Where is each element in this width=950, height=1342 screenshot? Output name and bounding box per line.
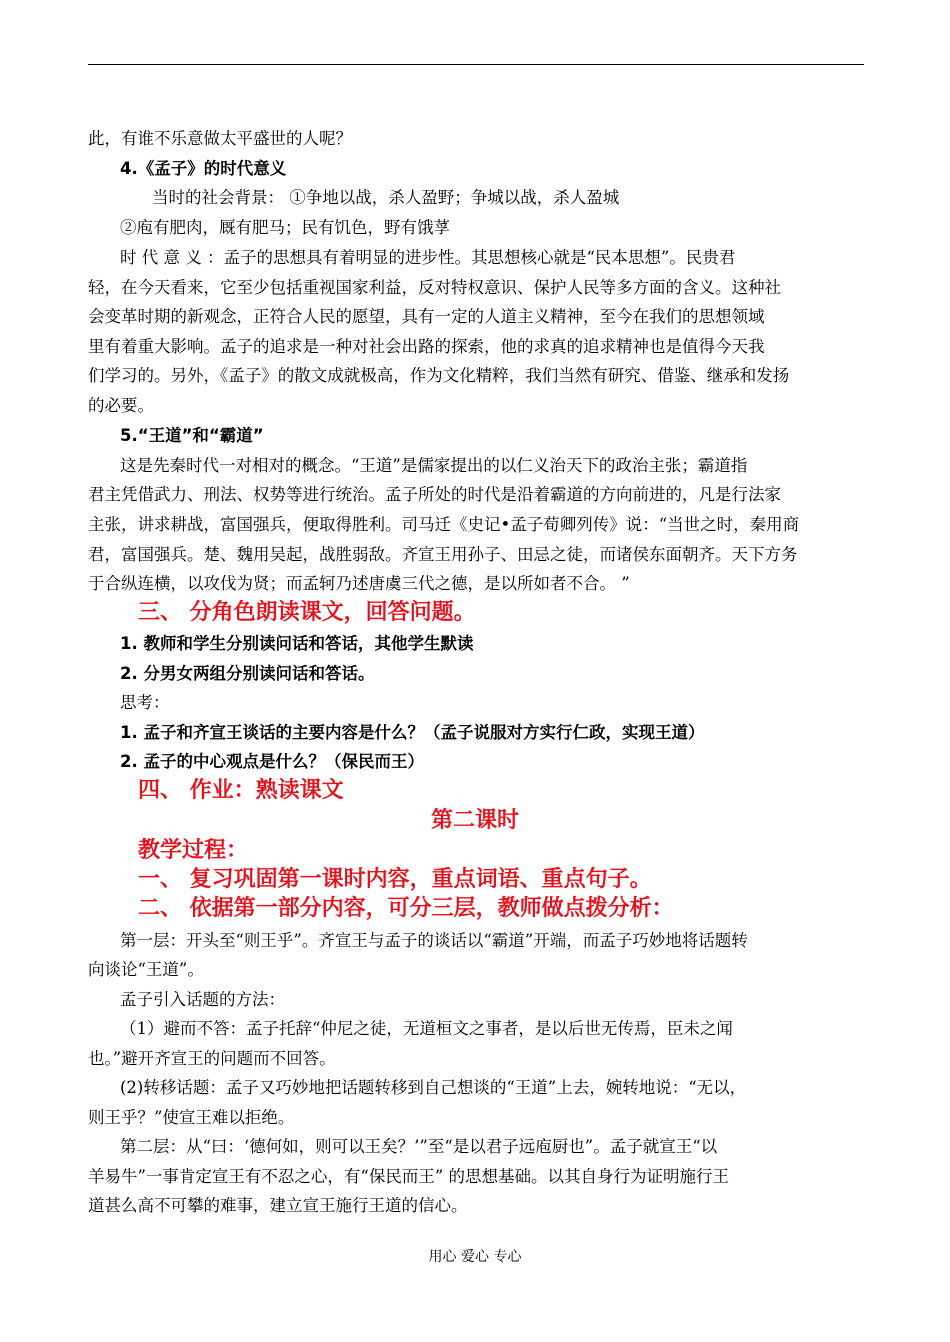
text-line: （1）避而不答：孟子托辞“仲尼之徒，无道桓文之事者，是以后世无传焉，臣未之闻 <box>120 1019 733 1038</box>
text-line: 里有着重大影响。孟子的追求是一种对社会出路的探索，他的求真的追求精神也是值得今天我 <box>88 337 765 356</box>
text-line: 思考： <box>120 693 170 712</box>
header-rule <box>88 64 864 65</box>
list-item: 1. 孟子和齐宣王谈话的主要内容是什么？（孟子说服对方实行仁政，实现王道） <box>120 723 705 742</box>
red-heading: 三、 分角色朗读课文，回答问题。 <box>138 600 476 625</box>
text-line: 第一层：开头至“则王乎”。齐宣王与孟子的谈话以“霸道”开端，而孟子巧妙地将话题转 <box>120 931 748 950</box>
text-line: 羊易牛”一事肯定宣王有不忍之心，有“保民而王” 的思想基础。以其自身行为证明施行王 <box>88 1167 730 1186</box>
text-line: 向谈论“王道”。 <box>88 960 204 979</box>
text-line: (2)转移话题：孟子又巧妙地把话题转移到自己想谈的“王道”上去，婉转地说：“无以， <box>120 1078 747 1097</box>
text-line: 也。”避开齐宣王的问题而不回答。 <box>88 1049 336 1068</box>
text-line: 则王乎？”使宣王难以拒绝。 <box>88 1108 295 1127</box>
page-footer: 用心 爱心 专心 <box>428 1249 522 1265</box>
list-item: 2. 孟子的中心观点是什么？（保民而王） <box>120 752 424 771</box>
text-line: 道甚么高不可攀的难事，建立宣王施行王道的信心。 <box>88 1196 468 1215</box>
red-heading: 一、 复习巩固第一课时内容，重点词语、重点句子。 <box>138 867 652 892</box>
text-line: 们学习的。另外，《孟子》的散文成就极高，作为文化精粹，我们当然有研究、借鉴、继承和发扬 <box>88 366 790 385</box>
red-heading: 教学过程： <box>138 838 249 863</box>
text-line: 的必要。 <box>88 396 154 415</box>
text-line: 时 代 意 义 ：孟子的思想具有着明显的进步性。其思想核心就是“民本思想”。民贵君 <box>120 248 736 267</box>
text-line: 第二层：从“曰：‘德何如，则可以王矣？’”至“是以君子远庖厨也”。孟子就宣王“以 <box>120 1137 718 1156</box>
text-line: 主张，讲求耕战，富国强兵，便取得胜利。司马迁《史记•孟子荀卿列传》说：“当世之时，秦用商 <box>88 515 800 534</box>
red-heading: 二、 依据第一部分内容，可分三层，教师做点拨分析： <box>138 896 674 921</box>
list-item: 2. 分男女两组分别读问话和答话。 <box>120 664 375 683</box>
text-line: 这是先秦时代一对相对的概念。“王道”是儒家提出的以仁义治天下的政治主张；霸道指 <box>120 456 748 475</box>
section-heading: 4.《孟子》的时代意义 <box>120 159 287 178</box>
section-heading: 5.“王道”和“霸道” <box>120 426 264 445</box>
text-line: 轻，在今天看来，它至少包括重视国家利益，反对特权意识、保护人民等多方面的含义。这种社 <box>88 278 781 297</box>
text-line: 会变革时期的新观念，正符合人民的愿望，具有一定的人道主义精神，至今在我们的思想领域 <box>88 307 765 326</box>
text-line: 于合纵连横，以攻伐为贤；而孟轲乃述唐虞三代之德，是以所如者不合。 ” <box>88 574 630 593</box>
text-line: 孟子引入话题的方法： <box>120 990 285 1009</box>
list-item: 1. 教师和学生分别读问话和答话，其他学生默读 <box>120 634 474 653</box>
text-line: 当时的社会背景： ①争地以战，杀人盈野；争城以战，杀人盈城 <box>152 188 620 207</box>
text-line: 此，有谁不乐意做太平盛世的人呢？ <box>88 129 352 148</box>
lesson-title: 第二课时 <box>430 808 519 833</box>
text-line: 君，富国强兵。楚、魏用吴起，战胜弱敌。齐宣王用孙子、田忌之徒，而诸侯东面朝齐。天下方务 <box>88 545 798 564</box>
red-heading: 四、 作业：熟读课文 <box>138 778 344 803</box>
text-line: 君主凭借武力、刑法、权势等进行统治。孟子所处的时代是沿着霸道的方向前进的，凡是行法家 <box>88 485 781 504</box>
text-line: ②庖有肥肉，厩有肥马；民有饥色，野有饿莩 <box>120 218 450 237</box>
